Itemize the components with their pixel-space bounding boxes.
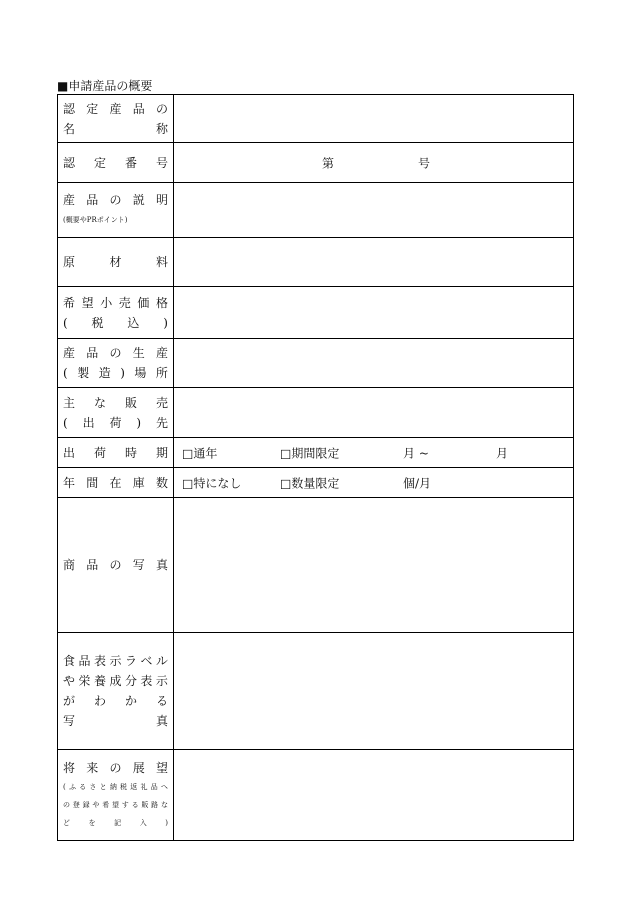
materials-field[interactable] bbox=[174, 238, 574, 287]
label-line: 年 間 在 庫 数 bbox=[63, 475, 168, 490]
description-note: (概要やPRポイント) bbox=[63, 216, 128, 224]
label-label-photo bbox=[58, 633, 174, 750]
label-production-place bbox=[58, 339, 174, 388]
label-line: 写 真 bbox=[63, 714, 168, 728]
sales-destination-field[interactable] bbox=[174, 388, 574, 438]
shipping-month-from: 月 ~ bbox=[403, 446, 429, 460]
outlook-field[interactable] bbox=[174, 750, 574, 841]
label-cert-number bbox=[58, 143, 174, 183]
cert-dai-text: 第 bbox=[322, 156, 335, 170]
section-title: ■申請産品の概要 bbox=[57, 79, 153, 93]
photo-area[interactable] bbox=[174, 498, 574, 633]
label-materials bbox=[58, 238, 174, 287]
label-sales-destination bbox=[58, 388, 174, 438]
label-line: 食 品 表 示 ラ ベ ル bbox=[63, 654, 168, 668]
label-note-line: ど を 記 入 ) bbox=[63, 819, 168, 827]
label-line: ( 税 込 ) bbox=[63, 315, 168, 330]
row-cert-number bbox=[58, 143, 574, 183]
row-production-place bbox=[58, 339, 574, 388]
label-line: 原 材 料 bbox=[63, 255, 168, 269]
label-line: 産 品 の 生 産 bbox=[63, 346, 168, 360]
shipping-year-round-checkbox[interactable]: □通年 bbox=[182, 446, 218, 460]
label-line: ( 製 造 ) 場 所 bbox=[63, 366, 168, 380]
label-line: 主 な 販 売 bbox=[63, 395, 168, 410]
label-line: 名 称 bbox=[63, 121, 168, 136]
stock-none-checkbox[interactable]: □特になし bbox=[182, 476, 242, 490]
label-line: 認 定 番 号 bbox=[63, 155, 168, 170]
label-line: や 栄 養 成 分 表 示 bbox=[63, 674, 168, 688]
application-form-table bbox=[57, 94, 574, 841]
row-price bbox=[58, 287, 574, 339]
label-line: 希 望 小 売 価 格 bbox=[63, 295, 168, 310]
label-description bbox=[58, 183, 174, 238]
row-materials bbox=[58, 238, 574, 287]
label-price bbox=[58, 287, 174, 339]
shipping-period-field bbox=[174, 438, 574, 468]
label-annual-stock bbox=[58, 468, 174, 498]
row-photo bbox=[58, 498, 574, 633]
cert-number-field[interactable] bbox=[174, 143, 574, 183]
production-place-field[interactable] bbox=[174, 339, 574, 388]
row-shipping-period bbox=[58, 438, 574, 468]
product-name-field[interactable] bbox=[174, 95, 574, 143]
shipping-month-to: 月 bbox=[496, 446, 509, 460]
shipping-limited-checkbox[interactable]: □期間限定 bbox=[280, 446, 340, 460]
stock-unit-text: 個/月 bbox=[403, 476, 432, 490]
label-line: 出 荷 時 期 bbox=[63, 445, 168, 460]
row-description bbox=[58, 183, 574, 238]
description-field[interactable] bbox=[174, 183, 574, 238]
label-outlook bbox=[58, 750, 174, 841]
cert-go-text: 号 bbox=[418, 156, 431, 170]
label-line: が わ か る bbox=[63, 694, 168, 708]
label-shipping-period bbox=[58, 438, 174, 468]
stock-limited-checkbox[interactable]: □数量限定 bbox=[280, 476, 340, 490]
row-sales-destination bbox=[58, 388, 574, 438]
label-note-line: の 登 録 や 希 望 す る 販 路 な bbox=[63, 801, 168, 809]
label-line: 商 品 の 写 真 bbox=[63, 558, 168, 572]
row-annual-stock bbox=[58, 468, 574, 498]
label-product-name bbox=[58, 95, 174, 143]
label-photo bbox=[58, 498, 174, 633]
label-line: ( 出 荷 ) 先 bbox=[63, 415, 168, 430]
label-line: 将 来 の 展 望 bbox=[63, 761, 168, 775]
label-line: 認 定 産 品 の bbox=[63, 101, 168, 116]
price-field[interactable] bbox=[174, 287, 574, 339]
label-line: 産 品 の 説 明 bbox=[63, 193, 168, 207]
label-photo-area[interactable] bbox=[174, 633, 574, 750]
row-product-name bbox=[58, 95, 574, 143]
row-outlook bbox=[58, 750, 574, 841]
row-label-photo bbox=[58, 633, 574, 750]
annual-stock-field bbox=[174, 468, 574, 498]
label-note-line: ( ふ る さ と 納 税 返 礼 品 へ bbox=[63, 783, 168, 791]
